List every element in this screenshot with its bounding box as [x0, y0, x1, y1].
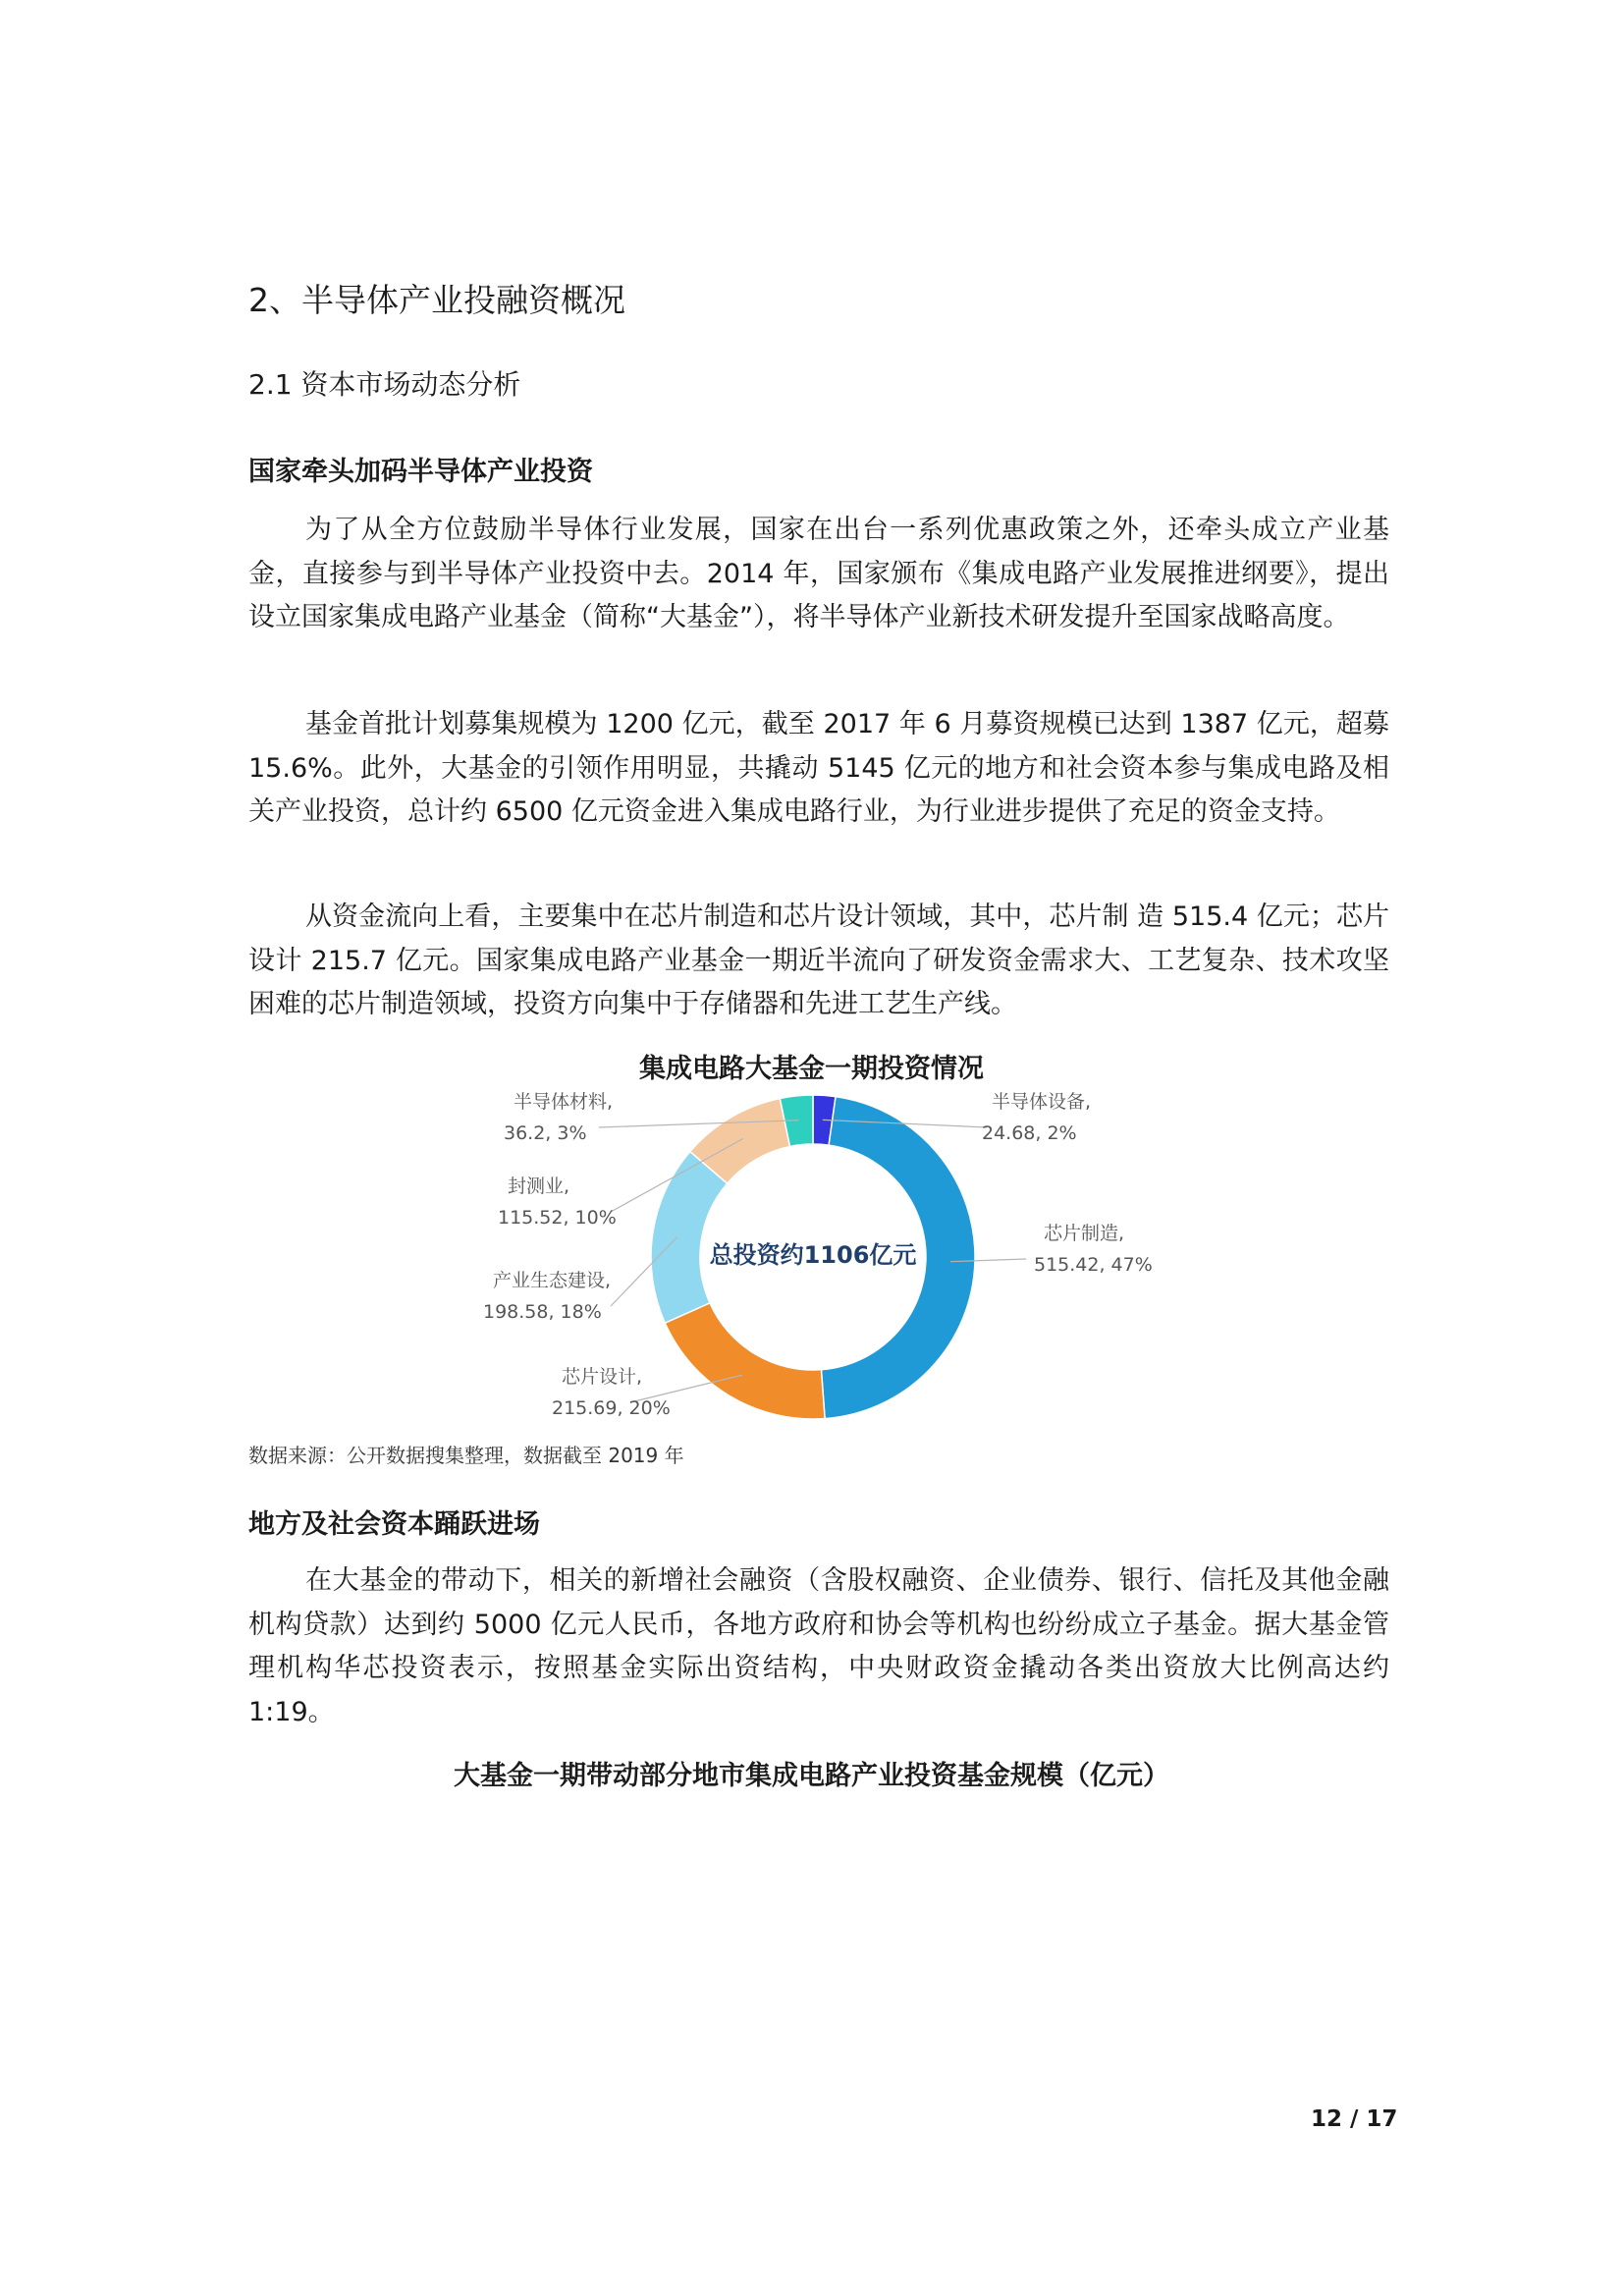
slice-value-label: 215.69, 20%	[552, 1397, 671, 1419]
topic1-paragraph-2: 基金首批计划募集规模为 1200 亿元，截至 2017 年 6 月募资规模已达到 1387 亿元，超募 15.6%。此外，大基金的引领作用明显，共撬动 5145 亿元的地方和社会资本参与集成电路及相关产业投资，总计约 6500 亿元资金进入集成电路行业，为行业进步提供了充足的资金支持。	[248, 709, 1389, 827]
slice-value-label: 36.2, 3%	[504, 1122, 587, 1144]
subsection-heading: 2.1 资本市场动态分析	[248, 368, 521, 401]
donut-center-label: 总投资约1106亿元	[709, 1241, 917, 1269]
topic1-heading: 国家牵头加码半导体产业投资	[248, 457, 593, 487]
topic2-paragraph-1: 在大基金的带动下，相关的新增社会融资（含股权融资、企业债券、银行、信托及其他金融机构贷款）达到约 5000 亿元人民币，各地方政府和协会等机构也纷纷成立子基金。据大基金管理机构华芯投资表示，按照基金实际出资结构，中央财政资金撬动各类出资放大比例高达约 1:19。	[248, 1565, 1389, 1727]
topic1-paragraph-3: 从资金流向上看，主要集中在芯片制造和芯片设计领域，其中，芯片制 造 515.4 亿元；芯片设计 215.7 亿元。国家集成电路产业基金一期近半流向了研发资金需求大、工艺复杂、技术攻坚困难的芯片制造领域，投资方向集中于存储器和先进工艺生产线。	[248, 902, 1389, 1019]
slice-value-label: 198.58, 18%	[483, 1301, 602, 1323]
slice-name-label: 封测业,	[508, 1175, 570, 1197]
topic1-paragraph-1: 为了从全方位鼓励半导体行业发展，国家在出台一系列优惠政策之外，还牵头成立产业基金，直接参与到半导体产业投资中去。2014 年，国家颁布《集成电路产业发展推进纲要》，提出设立国家集成电路产业基金（简称“大基金”），将半导体产业新技术研发提升至国家战略高度。	[248, 515, 1389, 632]
slice-value-label: 515.42, 47%	[1034, 1254, 1153, 1276]
slice-name-label: 芯片设计,	[562, 1366, 643, 1388]
topic2-heading: 地方及社会资本踊跃进场	[248, 1509, 540, 1540]
table-title: 大基金一期带动部分地市集成电路产业投资基金规模（亿元）	[454, 1761, 1169, 1791]
page-number: 12 / 17	[1311, 2106, 1398, 2132]
donut-chart	[0, 1080, 1623, 1434]
donut-slice	[651, 1152, 728, 1324]
source-note: 数据来源：公开数据搜集整理，数据截至 2019 年	[248, 1444, 684, 1467]
chart-title: 集成电路大基金一期投资情况	[639, 1054, 984, 1084]
slice-value-label: 24.68, 2%	[982, 1122, 1077, 1144]
slice-name-label: 产业生态建设,	[493, 1270, 612, 1291]
slice-value-label: 115.52, 10%	[498, 1207, 617, 1229]
section-heading: 2、半导体产业投融资概况	[248, 281, 625, 319]
donut-slice	[665, 1303, 825, 1419]
slice-name-label: 半导体设备,	[992, 1091, 1092, 1113]
slice-name-label: 半导体材料,	[514, 1091, 614, 1113]
slice-name-label: 芯片制造,	[1044, 1223, 1125, 1244]
